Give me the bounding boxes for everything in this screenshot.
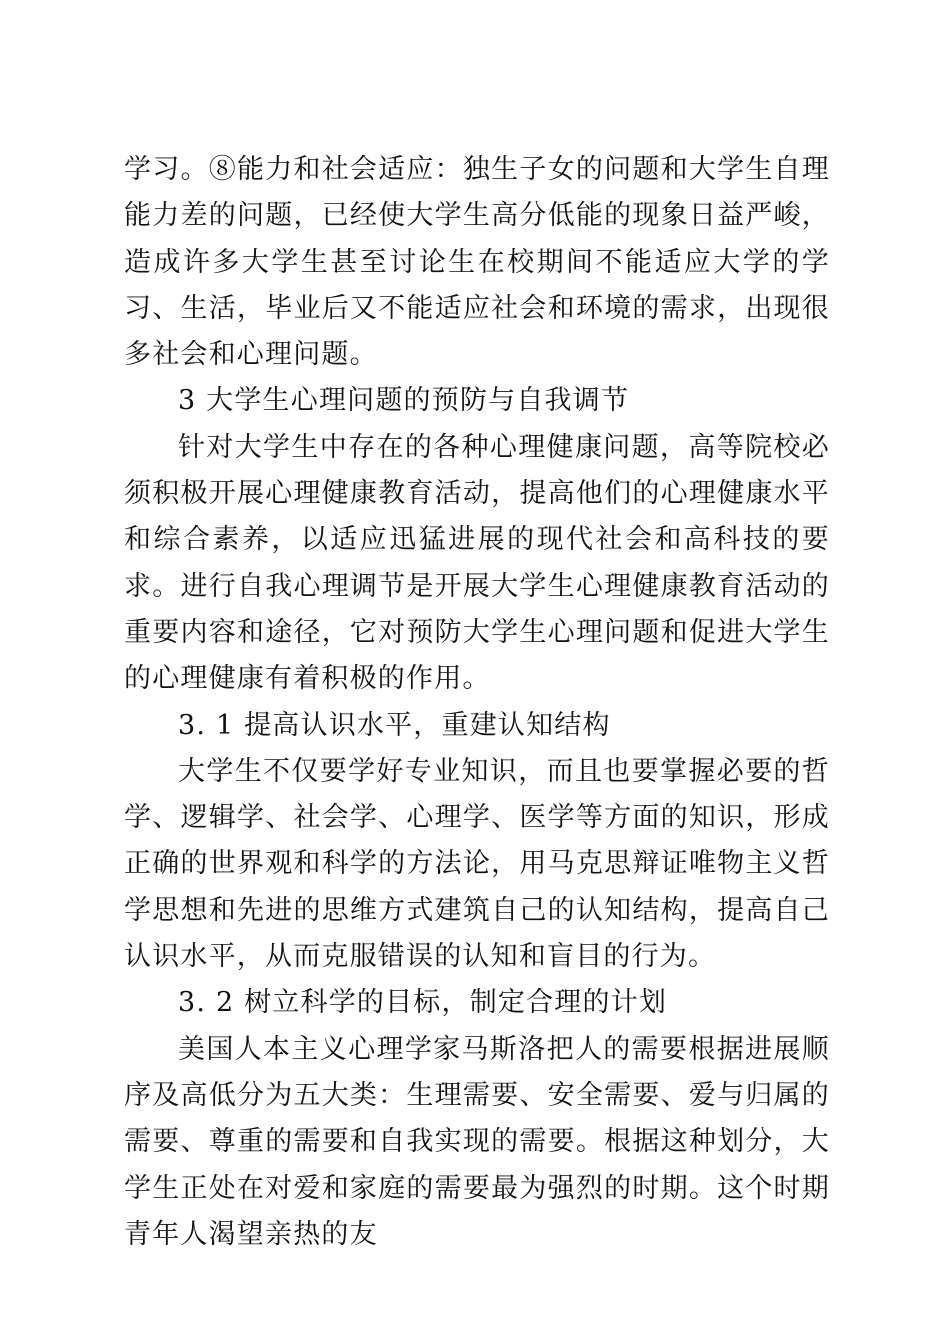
- body-paragraph: 大学生不仅要学好专业知识，而且也要掌握必要的哲学、逻辑学、社会学、心理学、医学等方面的知识，形成正确的世界观和科学的方法论，用马克思辩证唯物主义哲学思想和先进的思维方式建筑自己的认知结构，提高自己认识水平，从而克服错误的认知和盲目的行为。: [124, 755, 830, 973]
- document-body: [124, 147, 830, 1258]
- body-paragraph: 针对大学生中存在的各种心理健康问题，高等院校必须积极开展心理健康教育活动，提高他们的心理健康水平和综合素养，以适应迅猛进展的现代社会和高科技的要求。进行自我心理调节是开展大学生心理健康教育活动的重要内容和途径，它对预防大学生心理问题和促进大学生的心理健康有着积极的作用。: [124, 431, 830, 695]
- subsection-heading: 3. 2 树立科学的目标，制定合理的计划: [178, 987, 668, 1019]
- subsection-heading: 3. 1 提高认识水平，重建认知结构: [178, 709, 611, 741]
- body-paragraph: 学习。⑧能力和社会适应：独生子女的问题和大学生自理能力差的问题，已经使大学生高分低能的现象日益严峻，造成许多大学生甚至讨论生在校期间不能适应大学的学习、生活，毕业后又不能适应社会和环境的需求，出现很多社会和心理问题。: [124, 154, 830, 371]
- body-paragraph: 美国人本主义心理学家马斯洛把人的需要根据进展顺序及高低分为五大类：生理需要、安全需要、爱与归属的需要、尊重的需要和自我实现的需要。根据这种划分，大学生正处在对爱和家庭的需要最为强烈的时期。这个时期青年人渴望亲热的友: [124, 1033, 830, 1250]
- section-heading: 3 大学生心理问题的预防与自我调节: [178, 385, 630, 417]
